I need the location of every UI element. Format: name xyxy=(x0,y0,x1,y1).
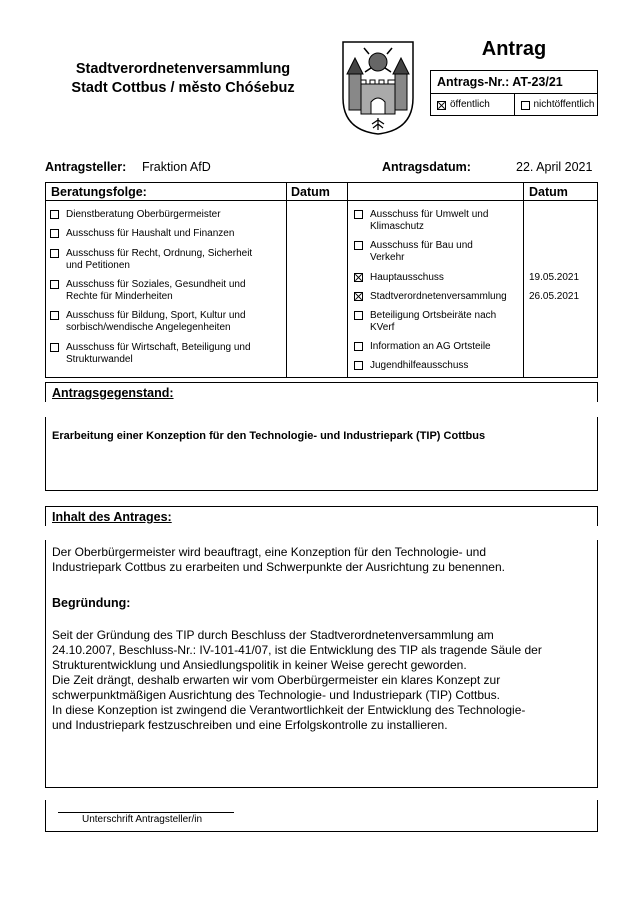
committee-name-line: sorbisch/wendische Angelegenheiten xyxy=(66,322,231,333)
application-number-box xyxy=(430,70,598,116)
organization-line-1: Stadtverordnetenversammlung xyxy=(75,61,291,77)
subject-heading-box xyxy=(45,382,598,402)
committee-name-line: Ausschuss für Bau und xyxy=(370,240,473,251)
committee-name-line: Ausschuss für Umwelt und xyxy=(370,209,489,220)
committee-item[interactable] xyxy=(354,209,488,233)
committee-item[interactable] xyxy=(50,228,234,240)
committee-name xyxy=(66,342,251,366)
committee-name xyxy=(66,228,234,240)
committee-name-line: Beteiligung Ortsbeiräte nach xyxy=(370,310,497,321)
reason-line: Seit der Gründung des TIP durch Beschluss der Stadtverordnetenversammlung am xyxy=(52,628,494,642)
content-line: Industriepark Cottbus zu erarbeiten und Schwerpunkte der Ausrichtung zu benennen. xyxy=(52,560,505,574)
checkbox-empty-icon[interactable] xyxy=(50,343,59,352)
date-column-heading: Datum xyxy=(291,185,330,199)
committee-name-line: Jugendhilfeausschuss xyxy=(370,360,469,371)
consultation-heading: Beratungsfolge: xyxy=(51,185,147,199)
application-date-label: Antragsdatum: xyxy=(382,160,471,174)
reason-heading: Begründung: xyxy=(52,596,131,610)
checkbox-empty-icon[interactable] xyxy=(50,280,59,289)
committee-item[interactable] xyxy=(354,360,468,372)
committee-name xyxy=(370,360,468,372)
consultation-date: 19.05.2021 xyxy=(529,272,580,283)
committee-name xyxy=(66,209,221,221)
committee-name-line: Information an AG Ortsteile xyxy=(370,341,491,352)
committee-item[interactable] xyxy=(354,240,473,264)
committee-name xyxy=(370,291,507,303)
signature-line xyxy=(58,812,234,813)
committee-name-line: Hauptausschuss xyxy=(370,272,444,283)
subject-box xyxy=(45,417,598,491)
nonpublic-label: nichtöffentlich xyxy=(533,99,595,110)
content-box xyxy=(45,540,598,788)
content-line: Der Oberbürgermeister wird beauftragt, eine Konzeption für den Technologie- und xyxy=(52,545,487,559)
committee-name xyxy=(370,240,473,264)
committee-name xyxy=(370,341,491,353)
consultation-date: 26.05.2021 xyxy=(529,291,580,302)
committee-name-line: Stadtverordnetenversammlung xyxy=(370,291,507,302)
committee-name xyxy=(66,279,246,303)
public-label: öffentlich xyxy=(450,99,490,110)
signature-label: Unterschrift Antragsteller/in xyxy=(82,814,203,825)
reason-line: Die Zeit drängt, deshalb erwarten wir vom Oberbürgermeister ein klares Konzept zur xyxy=(52,673,501,687)
checkbox-empty-icon[interactable] xyxy=(354,210,363,219)
committee-name xyxy=(66,248,252,272)
subject-heading: Antragsgegenstand: xyxy=(52,386,174,400)
checkbox-checked-icon[interactable] xyxy=(354,292,363,301)
checkbox-checked-icon[interactable] xyxy=(354,273,363,282)
checkbox-empty-icon[interactable] xyxy=(50,229,59,238)
committee-item[interactable] xyxy=(50,279,246,303)
committee-name-line: Rechte für Minderheiten xyxy=(66,291,173,302)
document-type: Antrag xyxy=(481,38,547,60)
checkbox-empty-icon[interactable] xyxy=(354,241,363,250)
content-heading: Inhalt des Antrages: xyxy=(52,510,172,524)
content-paragraph xyxy=(52,545,505,575)
committee-name-line: und Petitionen xyxy=(66,260,130,271)
subject-text: Erarbeitung einer Konzeption für den Technologie- und Industriepark (TIP) Cottbus xyxy=(52,430,486,442)
checkbox-empty-icon[interactable] xyxy=(50,249,59,258)
committee-name-line: Klimaschutz xyxy=(370,221,424,232)
signature-box xyxy=(45,800,598,832)
checkbox-empty-icon[interactable] xyxy=(50,210,59,219)
checkbox-checked-icon[interactable] xyxy=(437,101,446,110)
committee-item[interactable] xyxy=(354,310,496,334)
committee-name-line: Ausschuss für Haushalt und Finanzen xyxy=(66,228,235,239)
reason-line: und Industriepark festzuschreiben und eine Erfolgskontrolle zu installieren. xyxy=(52,718,448,732)
public-option[interactable] xyxy=(431,94,515,116)
committee-name-line: Ausschuss für Soziales, Gesundheit und xyxy=(66,279,246,290)
committee-name-line: Ausschuss für Recht, Ordnung, Sicherheit xyxy=(66,248,253,259)
committee-item[interactable] xyxy=(354,291,507,303)
reason-line: Strukturentwicklung und Ansiedlungspolitik in keiner Weise gerecht geworden. xyxy=(52,658,467,672)
committee-name xyxy=(370,272,444,284)
content-heading-box xyxy=(45,506,598,526)
committee-item[interactable] xyxy=(50,209,221,221)
committee-name-line: KVerf xyxy=(370,322,395,333)
application-number xyxy=(431,71,597,94)
application-number-value: AT-23/21 xyxy=(512,75,563,89)
checkbox-empty-icon[interactable] xyxy=(354,361,363,370)
checkbox-empty-icon[interactable] xyxy=(521,101,530,110)
organization-name xyxy=(30,60,336,98)
checkbox-empty-icon[interactable] xyxy=(50,311,59,320)
committee-name-line: Strukturwandel xyxy=(66,354,133,365)
committee-name-line: Ausschuss für Bildung, Sport, Kultur und xyxy=(66,310,246,321)
committee-name-line: Verkehr xyxy=(370,252,405,263)
reason-line: 24.10.2007, Beschluss-Nr.: IV-101-41/07, ist die Entwicklung des TIP als tragende Säule der xyxy=(52,643,542,657)
committee-name xyxy=(370,209,488,233)
date-column-heading: Datum xyxy=(529,185,568,199)
committee-item[interactable] xyxy=(354,341,491,353)
checkbox-empty-icon[interactable] xyxy=(354,342,363,351)
applicant-value: Fraktion AfD xyxy=(142,160,211,174)
organization-line-2: Stadt Cottbus / město Chóśebuz xyxy=(71,80,295,96)
committee-name xyxy=(66,310,246,334)
committee-item[interactable] xyxy=(50,248,252,272)
application-number-label: Antrags-Nr.: xyxy=(437,75,510,89)
checkbox-empty-icon[interactable] xyxy=(354,311,363,320)
nonpublic-option[interactable] xyxy=(515,94,598,116)
consultation-table xyxy=(45,182,598,378)
committee-name-line: Ausschuss für Wirtschaft, Beteiligung und xyxy=(66,342,251,353)
reason-line: In diese Konzeption ist zwingend die Verantwortlichkeit der Entwicklung des Technologie- xyxy=(52,703,526,717)
reason-paragraph xyxy=(52,628,542,733)
committee-name xyxy=(370,310,496,334)
committee-item[interactable] xyxy=(354,272,444,284)
committee-item[interactable] xyxy=(50,342,251,366)
city-coat-of-arms-icon xyxy=(341,40,415,136)
committee-item[interactable] xyxy=(50,310,246,334)
application-date-value: 22. April 2021 xyxy=(516,160,593,174)
reason-line: schwerpunktmäßigen Ausrichtung des Technologie- und Industriepark (TIP) Cottbus. xyxy=(52,688,501,702)
applicant-label: Antragsteller: xyxy=(45,160,127,174)
committee-name-line: Dienstberatung Oberbürgermeister xyxy=(66,209,221,220)
